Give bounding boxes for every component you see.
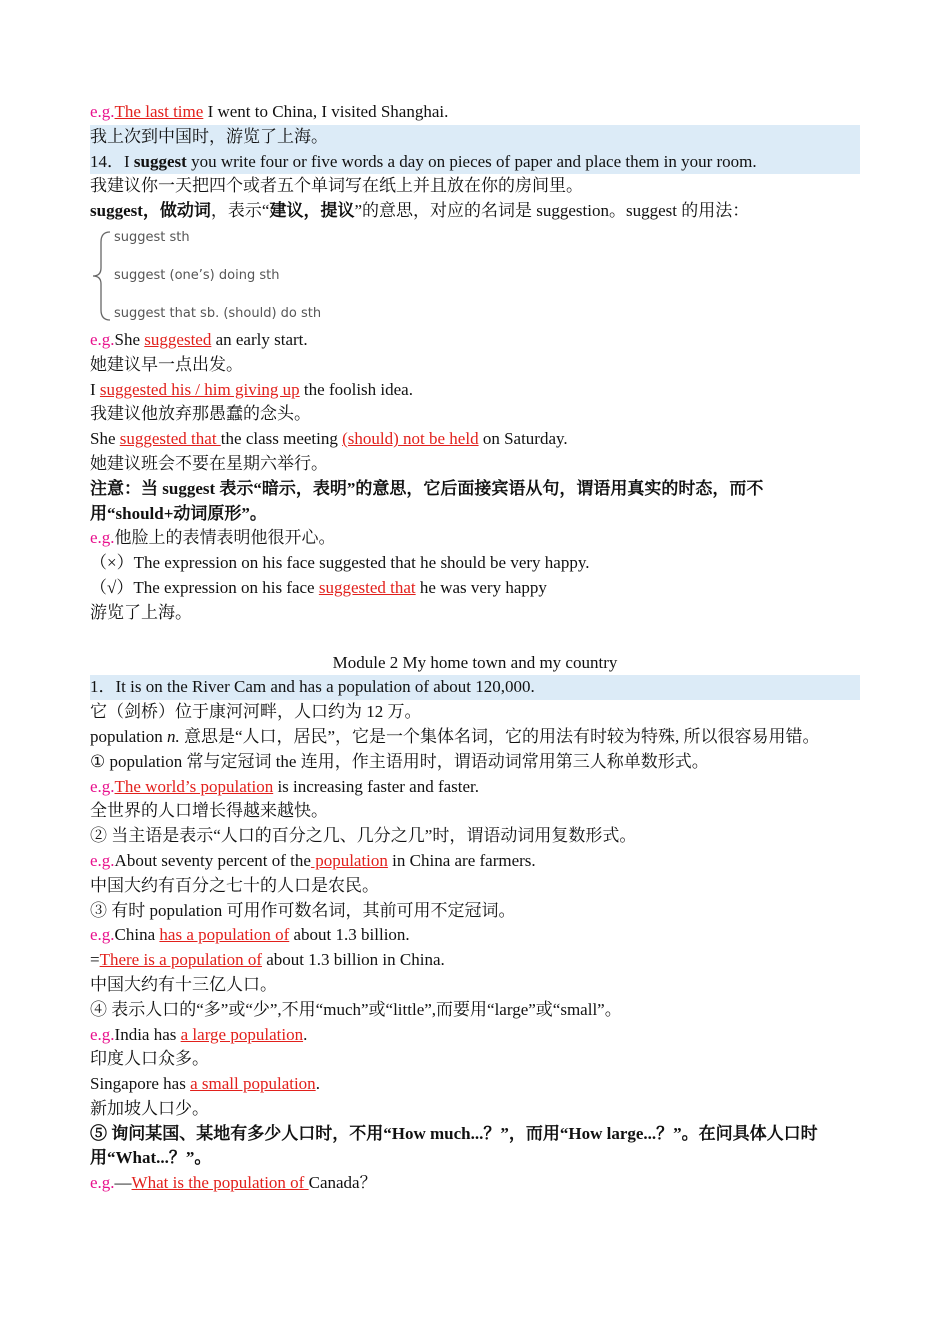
- part-of-speech: n.: [166, 726, 180, 746]
- translation-line: 我建议你一天把四个或者五个单词写在纸上并且放在你的房间里。: [90, 176, 583, 196]
- usage-item: suggest (one’s) doing sth: [114, 267, 280, 283]
- sentence-text: an early start.: [211, 329, 308, 349]
- eg-label: e.g.: [90, 925, 115, 945]
- example-line: [90, 526, 860, 551]
- translation-line: 它（剑桥）位于康河河畔，人口约为 12 万。: [90, 702, 422, 722]
- example-line: [90, 427, 860, 452]
- sentence-text: about 1.3 billion in China.: [262, 950, 445, 970]
- example-line: [90, 328, 860, 353]
- example-line: [90, 378, 860, 403]
- item-number: 14．I: [90, 151, 134, 171]
- translation-line: 我上次到中国时，游览了上海。: [90, 125, 860, 150]
- note-text: ”的意思，对应的名词是 suggestion。suggest 的用法：: [354, 201, 750, 221]
- sentence-text: on Saturday.: [478, 429, 568, 449]
- answer-text: suggested that: [119, 429, 221, 449]
- wrong-example: （×）The expression on his face suggested that he should be very happy.: [90, 553, 590, 573]
- sentence-text: in China are farmers.: [387, 850, 536, 870]
- sentence-text: She: [114, 329, 145, 349]
- sentence-text: She: [90, 429, 120, 449]
- eg-label: e.g.: [90, 329, 115, 349]
- eg-label: e.g.: [90, 1024, 115, 1044]
- answer-text: suggested his / him giving up: [99, 379, 300, 399]
- sentence-text: he was very happy: [415, 577, 547, 597]
- answer-text: The world’s population: [114, 776, 274, 796]
- answer-text: What is the population of: [131, 1173, 309, 1193]
- eg-label: e.g.: [90, 850, 115, 870]
- sentence-text: the class meeting: [220, 429, 343, 449]
- rule-1: ① population 常与定冠词 the 连用，作主语用时，谓语动词常用第三人称单数形式。: [90, 751, 709, 771]
- answer-text: The last time: [114, 102, 204, 121]
- eg-label: e.g.: [90, 776, 115, 796]
- answer-text: a large population: [180, 1024, 304, 1044]
- key-sentence-1: 1．It is on the River Cam and has a population of about 120,000.: [90, 675, 860, 700]
- example-line: [90, 849, 860, 874]
- example-line: [90, 948, 860, 973]
- rule-4: ④ 表示人口的“多”或“少”,不用“much”或“little”,而要用“large”或“small”。: [90, 999, 622, 1019]
- answer-text: There is a population of: [99, 950, 262, 970]
- translation-line: 印度人口众多。: [90, 1049, 209, 1069]
- sentence-text: （√）The expression on his face: [90, 577, 319, 597]
- sentence-text: I: [90, 379, 100, 399]
- usage-diagram: [90, 228, 860, 328]
- sentence-text: —: [114, 1173, 132, 1193]
- right-example: [90, 576, 860, 601]
- answer-text: suggested: [144, 329, 212, 349]
- eg-label: e.g.: [90, 1173, 115, 1193]
- translation-line: 我建议他放弃那愚蠢的念头。: [90, 404, 311, 424]
- answer-text: suggested that: [318, 577, 416, 597]
- rule-5: ⑤ 询问某国、某地有多少人口时，不用“How much...？”，而用“How large...？”。在问具体人口时用“What...？”。: [90, 1123, 818, 1168]
- sentence-text: India has: [114, 1024, 181, 1044]
- answer-text: population: [310, 850, 388, 870]
- sentence-text: China: [114, 925, 160, 945]
- translation-line: 中国大约有十三亿人口。: [90, 974, 277, 994]
- example-line: [90, 1023, 860, 1048]
- eg-label: e.g.: [90, 102, 115, 121]
- keyword: suggest，做动词: [90, 201, 211, 221]
- sentence-text: .: [303, 1024, 308, 1044]
- explanation-text: 意思是“人口，居民”，它是一个集体名词，它的用法有时较为特殊, 所以很容易用错。: [179, 726, 820, 746]
- example-line: [90, 775, 860, 800]
- usage-item: suggest sth: [114, 229, 190, 245]
- answer-text: a small population: [190, 1074, 316, 1094]
- sentence-text: 他脸上的表情表明他很开心。: [114, 528, 336, 548]
- example-line: [90, 100, 860, 125]
- keyword: 建议，提议: [269, 201, 355, 221]
- translation-line: 新加坡人口少。: [90, 1098, 209, 1118]
- note-paragraph: 注意：当 suggest 表示“暗示，表明”的意思，它后面接宾语从句，谓语用真实的时态，而不用“should+动词原形”。: [90, 478, 764, 523]
- sentence-text: about 1.3 billion.: [289, 925, 410, 945]
- example-line: [90, 923, 860, 948]
- usage-item: suggest that sb. (should) do sth: [114, 305, 322, 321]
- eg-label: e.g.: [90, 528, 115, 548]
- translation-line: 中国大约有百分之七十的人口是农民。: [90, 875, 379, 895]
- sentence-text: I went to China, I visited Shanghai.: [203, 102, 449, 121]
- brace-icon: [90, 228, 114, 324]
- explanation-paragraph: [90, 725, 860, 750]
- example-line: [90, 1171, 860, 1196]
- keyword: suggest: [133, 151, 187, 171]
- sentence-text: =: [90, 950, 100, 970]
- answer-text: (should) not be held: [342, 429, 479, 449]
- translation-line: 全世界的人口增长得越来越快。: [90, 801, 328, 821]
- translation-line: 她建议早一点出发。: [90, 354, 243, 374]
- sentence-text: is increasing faster and faster.: [273, 776, 480, 796]
- answer-text: has a population of: [159, 925, 290, 945]
- translation-line: 游览了上海。: [90, 602, 192, 622]
- sentence-text: you write four or five words a day on pieces of paper and place them in your room.: [186, 151, 757, 171]
- document-page: [90, 100, 860, 1196]
- rule-3: ③ 有时 population 可用作可数名词，其前可用不定冠词。: [90, 900, 516, 920]
- example-line: [90, 1072, 860, 1097]
- note-text: ，表示“: [210, 201, 270, 221]
- sentence-text: Singapore has: [90, 1074, 191, 1094]
- usage-note: [90, 199, 860, 224]
- module-title: Module 2 My home town and my country: [332, 652, 618, 672]
- rule-2: ② 当主语是表示“人口的百分之几、几分之几”时，谓语动词用复数形式。: [90, 826, 637, 846]
- translation-line: 她建议班会不要在星期六举行。: [90, 453, 328, 473]
- sentence-text: Canada？: [308, 1173, 377, 1193]
- key-sentence-14: [90, 150, 860, 175]
- sentence-text: .: [315, 1074, 320, 1094]
- keyword: population: [90, 726, 167, 746]
- sentence-text: the foolish idea.: [299, 379, 413, 399]
- sentence-text: About seventy percent of the: [114, 850, 311, 870]
